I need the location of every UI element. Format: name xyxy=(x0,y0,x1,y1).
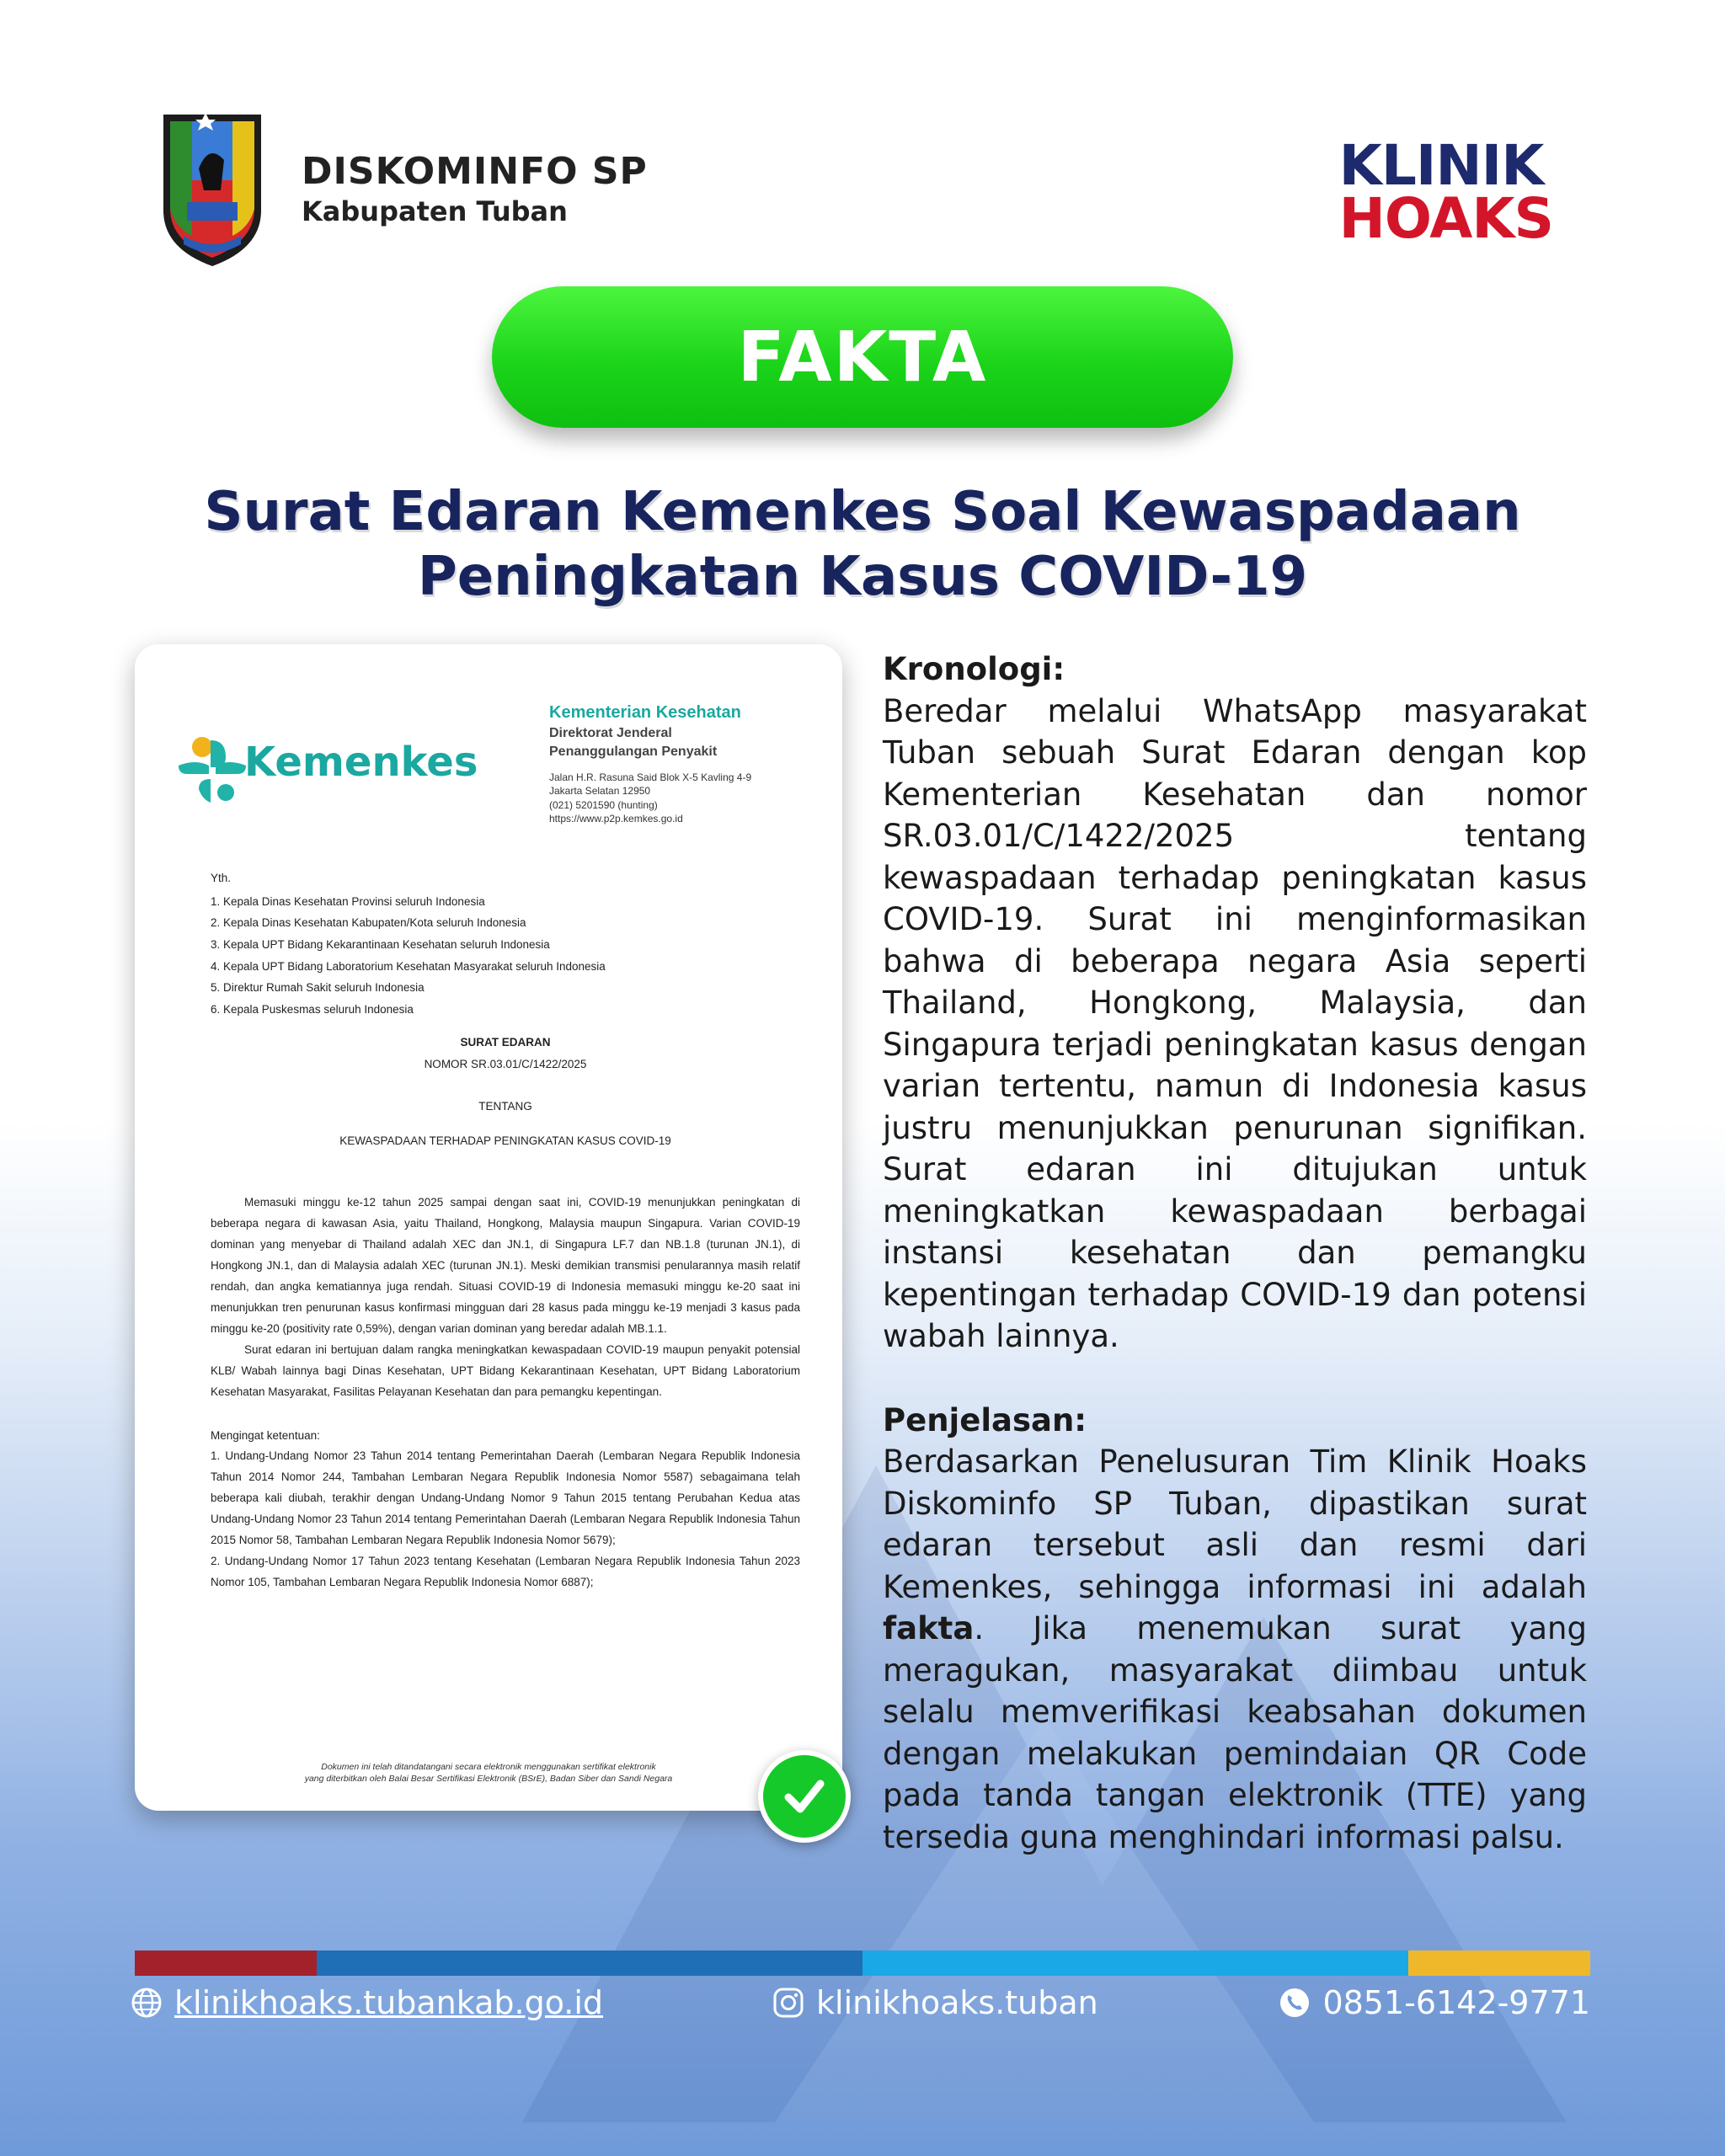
list-item: 1. Kepala Dinas Kesehatan Provinsi seluruh Indonesia xyxy=(211,894,485,908)
header xyxy=(0,0,1725,270)
footer-phone[interactable]: 0851-6142-9771 xyxy=(1322,1984,1590,2021)
kemenkes-logo-icon xyxy=(170,728,254,813)
verified-check-icon xyxy=(758,1750,851,1843)
article-content xyxy=(883,648,1587,1858)
verdict-badge xyxy=(492,286,1233,428)
document-law-2: 2. Undang-Undang Nomor 17 Tahun 2023 tentang Kesehatan (Lembaran Negara Republik Indonesia Tahun 2023 Nomor 105, Tambahan Lembaran Negara Republik Indonesia Nomor 6887); xyxy=(211,1555,800,1589)
page-title xyxy=(84,480,1641,610)
org-name: DISKOMINFO SP xyxy=(302,150,648,193)
kemenkes-logo-text: Kemenkes xyxy=(244,739,478,786)
brand-line-2: HOAKS xyxy=(1338,185,1553,251)
address-line-2: Jakarta Selatan 12950 xyxy=(549,785,651,798)
kronologi-text: Beredar melalui WhatsApp masyarakat Tuban sebuah Surat Edaran dengan kop Kementerian Kesehatan dan nomor SR.03.01/C/1422/2025 tentang kewaspadaan terhadap peningkatan kasus COVID-19. Surat ini menginformasikan bahwa di beberapa negara Asia seperti Thailand, Hongkong, Malaysia, dan Singapura terjadi peningkatan kasus dengan varian tertentu, namun di Indonesia kasus justru menunjukkan penurunan signifikan. Surat edaran ini ditujukan untuk meningkatkan kewaspadaan berbagai instansi kesehatan dan pemangku kepentingan terhadap COVID-19 dan potensi wabah lainnya. xyxy=(883,692,1587,1354)
document-heading: SURAT EDARAN xyxy=(460,1036,551,1049)
signature-note-line-2: yang diterbitkan oleh Balai Besar Sertifikasi Elektronik (BSrE), Badan Siber dan Sandi Negara xyxy=(304,1774,673,1785)
list-item: 6. Kepala Puskesmas seluruh Indonesia xyxy=(211,1002,414,1016)
footer-website[interactable]: klinikhoaks.tubankab.go.id xyxy=(174,1984,604,2021)
address-line-1: Jalan H.R. Rasuna Said Blok X-5 Kavling 4-9 xyxy=(549,771,752,784)
document-about: TENTANG xyxy=(478,1099,532,1113)
document-number: NOMOR SR.03.01/C/1422/2025 xyxy=(424,1058,587,1071)
website-line: https://www.p2p.kemkes.go.id xyxy=(549,812,683,825)
footer xyxy=(131,1979,1590,2038)
list-item: 4. Kepala UPT Bidang Laboratorium Kesehatan Masyarakat seluruh Indonesia xyxy=(211,959,606,973)
footer-color-stripe xyxy=(135,1951,1590,1976)
globe-icon xyxy=(131,1987,163,2019)
footer-instagram[interactable]: klinikhoaks.tuban xyxy=(816,1984,1098,2021)
footer-phone-link[interactable] xyxy=(1279,1984,1590,2021)
stripe-red xyxy=(135,1951,317,1976)
document-paragraph-2: Surat edaran ini bertujuan dalam rangka meningkatkan kewaspadaan COVID-19 maupun penyakit potensial KLB/ Wabah lainnya bagi Dinas Kesehatan, UPT Bidang Kekarantinaan Kesehatan, UPT Bidang Laboratorium Kesehatan Masyarakat, Fasilitas Pelayanan Kesehatan dan para pemangku kepentingan. xyxy=(211,1342,800,1398)
tuban-crest-logo xyxy=(158,109,266,270)
penjelasan-text-b: . Jika menemukan surat yang meragukan, masyarakat diimbau untuk selalu memverifikasi keabsahan dokumen dengan melakukan pemindaian QR Code pada tanda tangan elektronik (TTE) yang tersedia guna menghindari informasi palsu. xyxy=(883,1610,1587,1855)
directorate-line-2: Penanggulangan Penyakit xyxy=(549,744,718,759)
penjelasan-heading: Penjelasan: xyxy=(883,1401,1087,1438)
directorate-line-1: Direktorat Jenderal xyxy=(549,726,672,740)
penjelasan-text-a: Berdasarkan Penelusuran Tim Klinik Hoaks Diskominfo SP Tuban, dipastikan surat edaran tersebut asli dan resmi dari Kemenkes, sehingga informasi ini adalah xyxy=(883,1444,1587,1605)
list-item: 2. Kepala Dinas Kesehatan Kabupaten/Kota seluruh Indonesia xyxy=(211,916,526,930)
salutation: Yth. xyxy=(211,872,232,884)
signature-note-line-1: Dokumen ini telah ditandatangani secara elektronik menggunakan sertifikat elektronik xyxy=(321,1761,656,1772)
stripe-blue xyxy=(317,1951,862,1976)
penjelasan-text xyxy=(883,1441,1587,1858)
phone-icon xyxy=(1279,1987,1311,2019)
stripe-cyan xyxy=(862,1951,1408,1976)
recipient-list xyxy=(211,891,800,1021)
stripe-yellow xyxy=(1408,1951,1590,1976)
document-signature-note xyxy=(185,1761,792,1785)
title-line-1: Surat Edaran Kemenkes Soal Kewaspadaan xyxy=(204,481,1521,543)
letterhead-address xyxy=(549,771,819,825)
penjelasan-bold: fakta xyxy=(883,1610,975,1646)
brand-line-1: KLINIK xyxy=(1338,133,1544,198)
footer-instagram-link[interactable] xyxy=(772,1984,1098,2021)
document-considering: Mengingat ketentuan: xyxy=(211,1428,320,1442)
document-subject: KEWASPADAAN TERHADAP PENINGKATAN KASUS COVID-19 xyxy=(339,1134,671,1148)
document-paragraph-1: Memasuki minggu ke-12 tahun 2025 sampai dengan saat ini, COVID-19 menunjukkan peningkatan di beberapa negara di kawasan Asia, yaitu Thailand, Hongkong, Malaysia maupun Singapura. Varian COVID-19 dominan yang menyebar di Thailand adalah XEC dan JN.1, di Singapura LF.7 dan NB.1.8 (turunan JN.1), di Hongkong JN.1, dan di Malaysia adalah XEC (turunan JN.1). Meski demikian transmisi penularannya masih relatif rendah, dan angka kematiannya juga rendah. Situasi COVID-19 di Indonesia memasuki minggu ke-20 saat ini menunjukkan tren penurunan kasus konfirmasi mingguan dari 28 kasus pada minggu ke-19 menjadi 3 kasus pada minggu ke-20 (positivity rate 0,59%), dengan varian dominan yang beredar adalah MB.1.1. xyxy=(211,1196,800,1335)
kronologi-heading: Kronologi: xyxy=(883,651,1065,687)
phone-line: (021) 5201590 (hunting) xyxy=(549,798,658,811)
list-item: 5. Direktur Rumah Sakit seluruh Indonesia xyxy=(211,981,425,995)
instagram-icon xyxy=(772,1987,804,2019)
document-letterhead xyxy=(549,702,819,825)
document-preview xyxy=(135,644,842,1811)
footer-website-link[interactable] xyxy=(131,1984,603,2021)
title-line-2: Peningkatan Kasus COVID-19 xyxy=(417,545,1308,608)
document-body xyxy=(211,867,800,1593)
org-subtitle: Kabupaten Tuban xyxy=(302,195,568,227)
verdict-label: FAKTA xyxy=(737,317,988,398)
ministry-name: Kementerian Kesehatan xyxy=(549,703,741,722)
list-item: 3. Kepala UPT Bidang Kekarantinaan Kesehatan seluruh Indonesia xyxy=(211,937,550,951)
document-law-1: 1. Undang-Undang Nomor 23 Tahun 2014 tentang Pemerintahan Daerah (Lembaran Negara Republik Indonesia Tahun 2014 Nomor 244, Tambahan Lembaran Negara Republik Indonesia Nomor 5587) sebagaimana telah beberapa kali diubah, terakhir dengan Undang-Undang Nomor 9 Tahun 2015 tentang Perubahan Kedua atas Undang-Undang Nomor 23 Tahun 2014 tentang Pemerintahan Daerah (Lembaran Negara Republik Indonesia Tahun 2015 Nomor 58, Tambahan Lembaran Negara Republik Indonesia Nomor 5679); xyxy=(211,1449,800,1547)
klinik-hoaks-logo xyxy=(1338,133,1553,251)
